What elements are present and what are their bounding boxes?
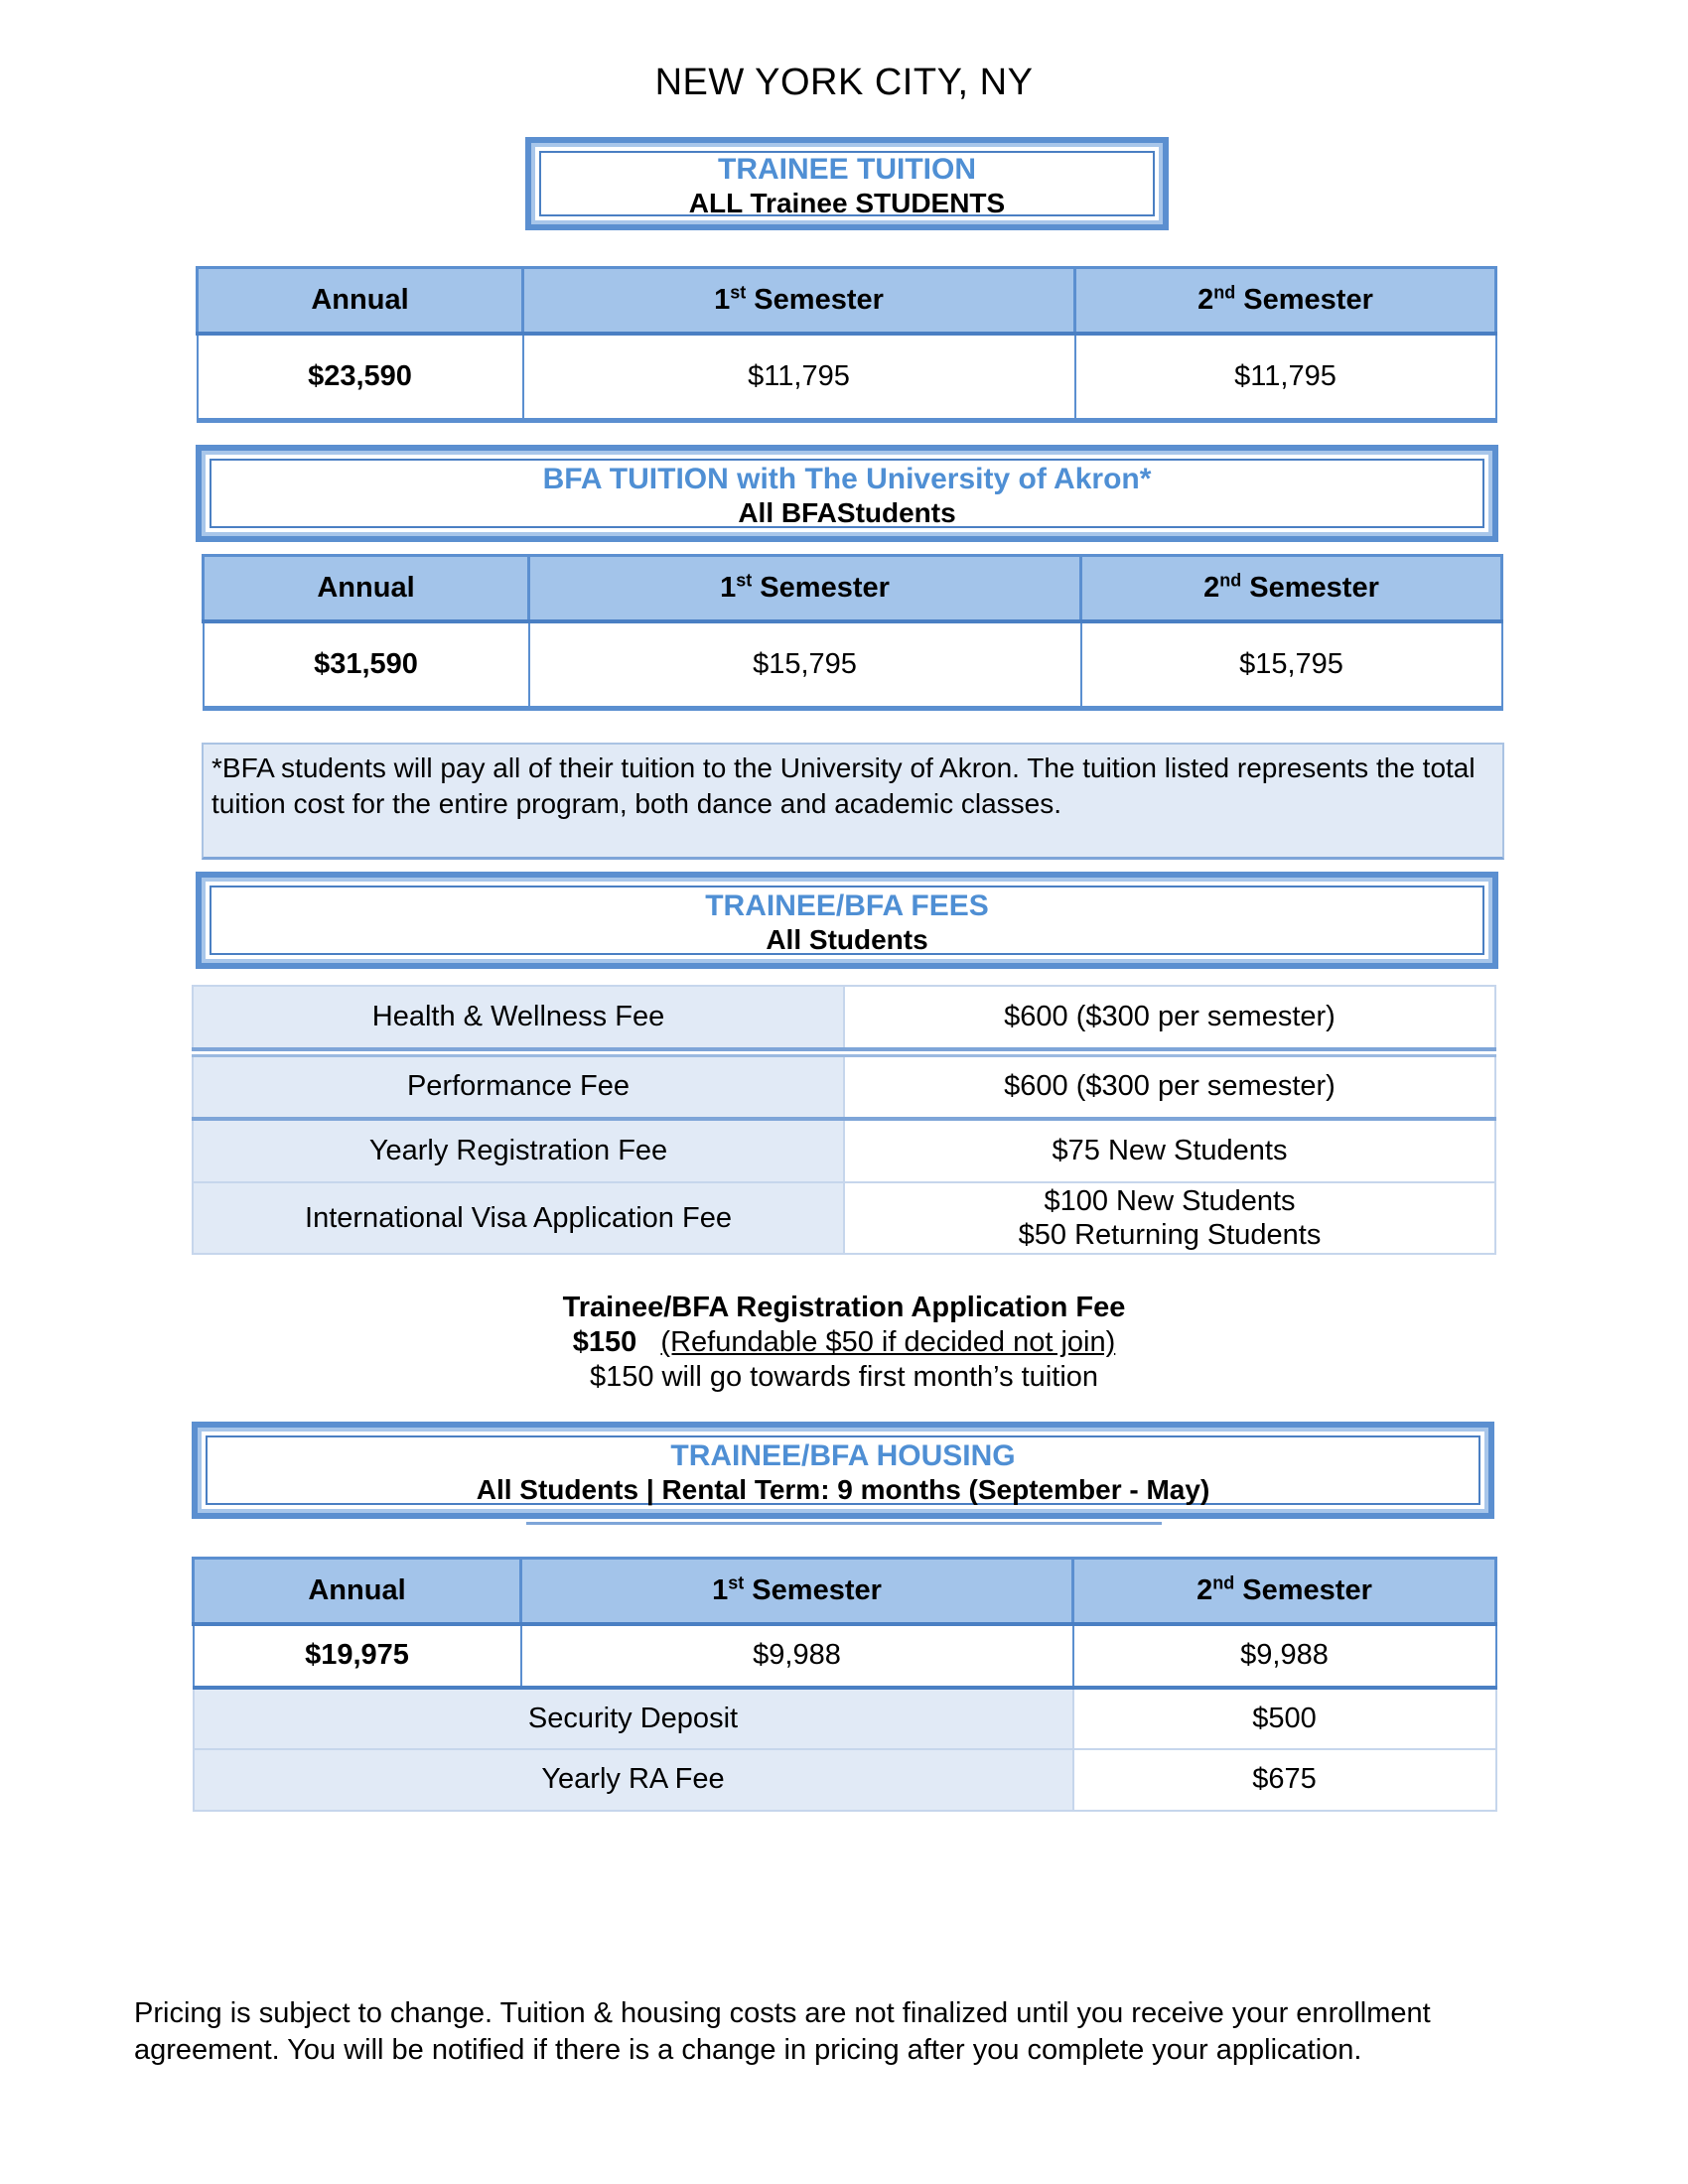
bfa-tuition-note: *BFA students will pay all of their tuition to the University of Akron. The tuition listed represents the total tuition cost for the entire program, both dance and academic classes. [202,743,1504,860]
bfa-first-semester-value: $15,795 [529,621,1081,709]
trainee-annual-value: $23,590 [198,334,523,421]
trainee-tuition-title: TRAINEE TUITION [718,153,976,186]
housing-title: TRAINEE/BFA HOUSING [670,1439,1016,1472]
ra-fee-value: $675 [1073,1749,1496,1811]
fees-table [192,985,1496,1255]
fees-subtitle: All Students [766,924,928,955]
trainee-tuition-subtitle: ALL Trainee STUDENTS [688,188,1006,218]
fee-value [844,1182,1495,1254]
registration-fee-amount-line [0,1325,1688,1360]
bfa-tuition-table [202,554,1503,711]
security-deposit-label: Security Deposit [194,1688,1073,1749]
registration-fee-note: $150 will go towards first month’s tuition [589,1361,1099,1393]
col-second-semester-header: 2nd Semester [1081,556,1502,621]
page-title: NEW YORK CITY, NY [654,62,1034,103]
housing-annual-value: $19,975 [194,1624,521,1688]
registration-fee-amount: $150 [572,1326,637,1358]
fee-label: Yearly Registration Fee [193,1119,844,1182]
fee-value-line-2: $50 Returning Students [1018,1219,1322,1251]
bfa-tuition-subtitle: All BFAStudents [738,497,956,528]
bfa-tuition-title: BFA TUITION with The University of Akron* [542,463,1152,495]
col-annual-header: Annual [194,1559,521,1624]
col-first-semester-header: 1st Semester [529,556,1081,621]
col-second-semester-header: 2nd Semester [1075,268,1496,334]
table-row [193,986,1495,1049]
fee-label: International Visa Application Fee [193,1182,844,1254]
fees-title: TRAINEE/BFA FEES [705,889,989,922]
security-deposit-value: $500 [1073,1688,1496,1749]
table-row [193,1055,1495,1119]
housing-table [192,1557,1497,1812]
housing-second-semester-value: $9,988 [1073,1624,1496,1688]
fee-value-line-1: $100 New Students [1044,1185,1296,1217]
fee-label: Health & Wellness Fee [193,986,844,1049]
col-annual-header: Annual [198,268,523,334]
col-first-semester-header: 1st Semester [523,268,1075,334]
trainee-second-semester-value: $11,795 [1075,334,1496,421]
col-second-semester-header: 2nd Semester [1073,1559,1496,1624]
pricing-disclaimer: Pricing is subject to change. Tuition & housing costs are not finalized until you receive your enrollment agreement. You will be notified if there is a change in pricing after you complete your application. [134,1997,1431,2066]
registration-fee-refund: (Refundable $50 if decided not join) [660,1326,1116,1358]
registration-fee-block [0,1291,1688,1395]
housing-first-semester-value: $9,988 [521,1624,1073,1688]
fee-value: $600 ($300 per semester) [844,986,1495,1049]
bfa-second-semester-value: $15,795 [1081,621,1502,709]
table-row [194,1749,1496,1811]
col-annual-header: Annual [204,556,529,621]
bfa-tuition-header [196,445,1498,542]
ra-fee-label: Yearly RA Fee [194,1749,1073,1811]
table-row [194,1688,1496,1749]
fee-label: Performance Fee [193,1055,844,1119]
col-first-semester-header: 1st Semester [521,1559,1073,1624]
fees-header [196,872,1498,969]
table-row [193,1119,1495,1182]
trainee-tuition-header [525,137,1169,230]
trainee-tuition-table [196,266,1497,423]
registration-fee-title: Trainee/BFA Registration Application Fee [562,1292,1126,1323]
table-row [193,1182,1495,1254]
fee-value: $75 New Students [844,1119,1495,1182]
trainee-first-semester-value: $11,795 [523,334,1075,421]
housing-header [192,1422,1494,1519]
fee-value: $600 ($300 per semester) [844,1055,1495,1119]
housing-header-underline [526,1522,1162,1525]
housing-subtitle: All Students | Rental Term: 9 months (September - May) [476,1474,1210,1505]
bfa-annual-value: $31,590 [204,621,529,709]
